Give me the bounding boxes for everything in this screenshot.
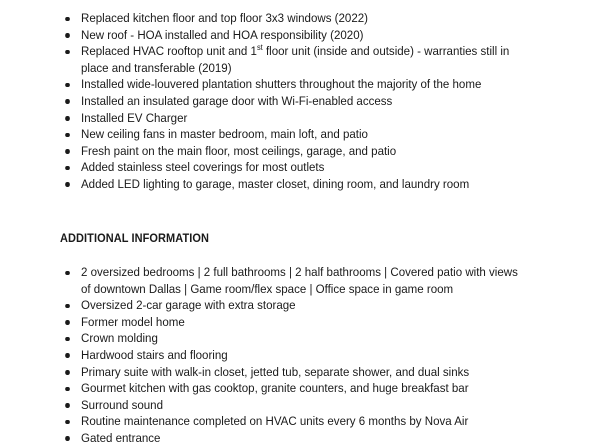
upgrades-list	[0, 10, 594, 193]
list-item-text: Installed an insulated garage door with Wi-Fi-enabled access	[81, 93, 393, 108]
bullet-icon	[65, 116, 69, 121]
bullet-icon	[65, 337, 69, 342]
bullet-icon	[65, 17, 69, 22]
list-item	[6, 159, 558, 176]
bullet-icon	[65, 436, 69, 441]
list-item-text: Hardwood stairs and flooring	[81, 347, 228, 362]
list-item-text: New roof - HOA installed and HOA responsibility (2020)	[81, 27, 364, 42]
list-item	[6, 10, 558, 27]
list-item	[6, 397, 558, 414]
list-item	[6, 380, 558, 397]
list-item-text: Primary suite with walk-in closet, jetted tub, separate shower, and dual sinks	[81, 364, 470, 379]
list-item	[6, 264, 558, 297]
bullet-icon	[65, 387, 69, 392]
list-item	[6, 314, 558, 331]
list-item	[6, 413, 558, 430]
list-item	[6, 27, 558, 44]
bullet-icon	[65, 271, 69, 276]
bullet-icon	[65, 149, 69, 154]
list-item-text: Crown molding	[81, 331, 158, 346]
list-item-text: Added stainless steel coverings for most outlets	[81, 160, 325, 175]
list-item-text: Fresh paint on the main floor, most ceilings, garage, and patio	[81, 143, 397, 158]
list-item	[6, 143, 558, 160]
bullet-icon	[65, 353, 69, 358]
list-item	[6, 76, 558, 93]
list-item	[6, 43, 558, 76]
list-item-text: Oversized 2-car garage with extra storage	[81, 298, 296, 313]
list-item	[6, 330, 558, 347]
bullet-icon	[65, 420, 69, 425]
section-heading-additional-information: ADDITIONAL INFORMATION	[60, 231, 210, 245]
list-item	[6, 297, 558, 314]
bullet-icon	[65, 133, 69, 138]
bullet-icon	[65, 304, 69, 309]
list-item	[6, 364, 558, 381]
bullet-icon	[65, 370, 69, 375]
list-item-text: Former model home	[81, 314, 185, 329]
list-item-text: 2 oversized bedrooms | 2 full bathrooms | 2 half bathrooms | Covered patio with views of downtown Dallas | Game room/flex space | Office space in game room	[81, 265, 518, 296]
list-item	[6, 93, 558, 110]
additional-info-list	[0, 264, 594, 445]
list-item-text: Installed wide-louvered plantation shutters throughout the majority of the home	[81, 77, 482, 92]
list-item-text: Gourmet kitchen with gas cooktop, granite counters, and huge breakfast bar	[81, 381, 469, 396]
list-item	[6, 430, 558, 445]
list-item	[6, 126, 558, 143]
bullet-icon	[65, 320, 69, 325]
list-item-text: Replaced kitchen floor and top floor 3x3 windows (2022)	[81, 11, 368, 25]
list-item	[6, 176, 558, 193]
bullet-icon	[65, 50, 69, 55]
list-item-text: Routine maintenance completed on HVAC units every 6 months by Nova Air	[81, 414, 469, 429]
list-item-text-post: floor unit (inside and outside) - warranties still in place and transferable (2019)	[81, 44, 510, 75]
list-item-text-pre: Replaced HVAC rooftop unit and 1	[81, 44, 257, 59]
bullet-icon	[65, 166, 69, 171]
list-item	[6, 347, 558, 364]
list-item-text: Installed EV Charger	[81, 110, 188, 125]
ordinal-suffix: st	[256, 43, 263, 53]
list-item-text: Added LED lighting to garage, master closet, dining room, and laundry room	[81, 176, 470, 191]
bullet-icon	[65, 33, 69, 38]
list-item-text: Surround sound	[81, 397, 164, 412]
bullet-icon	[65, 99, 69, 104]
bullet-icon	[65, 83, 69, 88]
list-item-text: Gated entrance	[81, 430, 161, 445]
bullet-icon	[65, 182, 69, 187]
list-item	[6, 110, 558, 127]
list-item-text: New ceiling fans in master bedroom, main loft, and patio	[81, 127, 368, 142]
bullet-icon	[65, 403, 69, 408]
